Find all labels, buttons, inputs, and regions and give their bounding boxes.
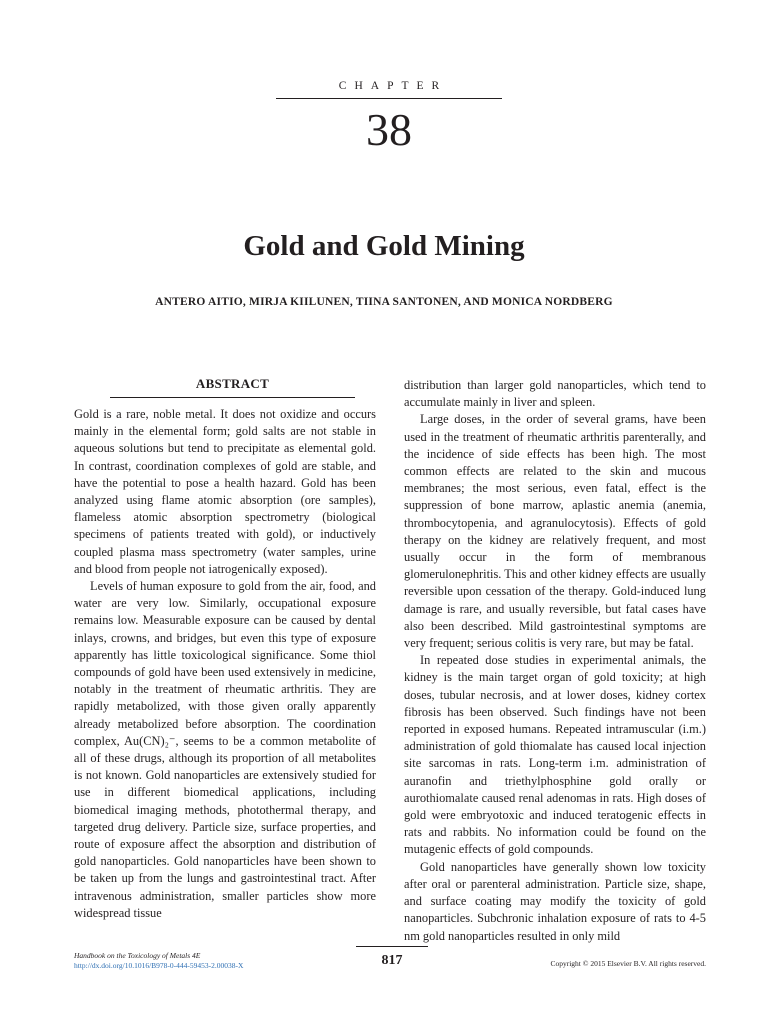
chapter-number: 38 [366,104,412,155]
chapter-title: Gold and Gold Mining [243,230,525,262]
footer-rule [356,946,428,947]
author-list: ANTERO AITIO, MIRJA KIILUNEN, TIINA SANTONEN, AND MONICA NORDBERG [155,296,613,308]
left-column [74,406,376,922]
paragraph: Levels of human exposure to gold from the air, food, and water are very low. Similarly, occupational exposure remains low. Measurable exposure can be caused by dental inlays, crowns, and bridges, but even this type of exposure apparently has little toxicological significance. Some thiol compounds of gold have been used extensively in medicine, notably in the treatment of rheumatic arthritis. They are rapidly metabolized, with those given orally apparently already metabolized before absorption. The coordination complex, Au(CN)₂⁻, seems to be a common metabolite of all of these drugs, although its proportion of all metabolites is not known. Gold nanoparticles are extensively studied for use in different biomedical applications, including biomedical imaging methods, photothermal therapy, and targeted drug delivery. Particle size, surface properties, and route of exposure affect the absorption and distribution of gold nanoparticles. Gold nanoparticles have been shown to be taken up from the lungs and gastrointestinal tract. After intravenous administration, smaller particles show more widespread tissue [74,579,376,920]
footer-doi-link[interactable]: http://dx.doi.org/10.1016/B978-0-444-59453-2.00038-X [74,961,244,970]
paragraph: Large doses, in the order of several grams, have been used in the treatment of rheumatic arthritis parenterally, and the incidence of side effects has been high. The most common effects are related to the skin and mucous membranes; the most serious, even fatal, effect is the suppression of bone marrow, aplastic anemia (anemia, thrombocytopenia, and agranulocytosis). Effects of gold therapy on the kidney are relatively frequent, and most usually occur in the form of membranous glomerulonephritis. This and other kidney effects are usually reversible upon cessation of the therapy. Gold-induced lung damage is rare, and usually reversible, but fatal cases have also been described. Mild gastrointestinal symptoms are very frequent; serious colitis is very rare, but may be fatal. [404,412,706,651]
footer-book-title: Handbook on the Toxicology of Metals 4E [74,951,201,960]
paragraph: Gold is a rare, noble metal. It does not oxidize and occurs mainly in the elemental form; gold salts are not stable in aqueous solutions but tend to precipitate as elemental gold. In contrast, coordination complexes of gold are stable, and have the potential to pose a health hazard. Gold has been analyzed using flame atomic absorption (ore samples), flameless atomic absorption spectrometry (biological specimens of patients treated with gold), or inductively coupled plasma mass spectrometry (water samples, urine and blood from people not iatrogenically exposed). [74,407,376,576]
page-number: 817 [381,953,403,968]
right-column [404,377,706,945]
chapter-label: CHAPTER [338,80,448,92]
copyright-notice: Copyright © 2015 Elsevier B.V. All rights reserved. [550,959,706,968]
chapter-rule [276,98,502,99]
paragraph: In repeated dose studies in experimental animals, the kidney is the main target organ of gold toxicity; at high doses, tubular necrosis, and at lower doses, kidney cortex fibrosis has been observed. Such findings have not been reported in exposed humans. Repeated intramuscular (i.m.) administration of gold thiomalate has caused local injection site sarcomas in rats. Long-term i.m. administration of auranofin and triethylphosphine gold orally or aurothiomalate caused renal adenomas in rats. High doses of gold were embryotoxic and induced teratogenic effects in rats and rabbits. No information could be found on the mutagenic effects of gold compounds. [404,653,706,857]
paragraph: Gold nanoparticles have generally shown low toxicity after oral or parenteral administration. Particle size, shape, and surface coating may modify the toxicity of gold nanoparticles. Subchronic inhalation exposure of rats to 4-5 nm gold nanoparticles resulted in only mild [404,859,706,943]
abstract-rule [110,397,355,398]
paragraph: distribution than larger gold nanoparticles, which tend to accumulate mainly in liver and spleen. [404,378,706,410]
abstract-heading: ABSTRACT [195,376,270,391]
